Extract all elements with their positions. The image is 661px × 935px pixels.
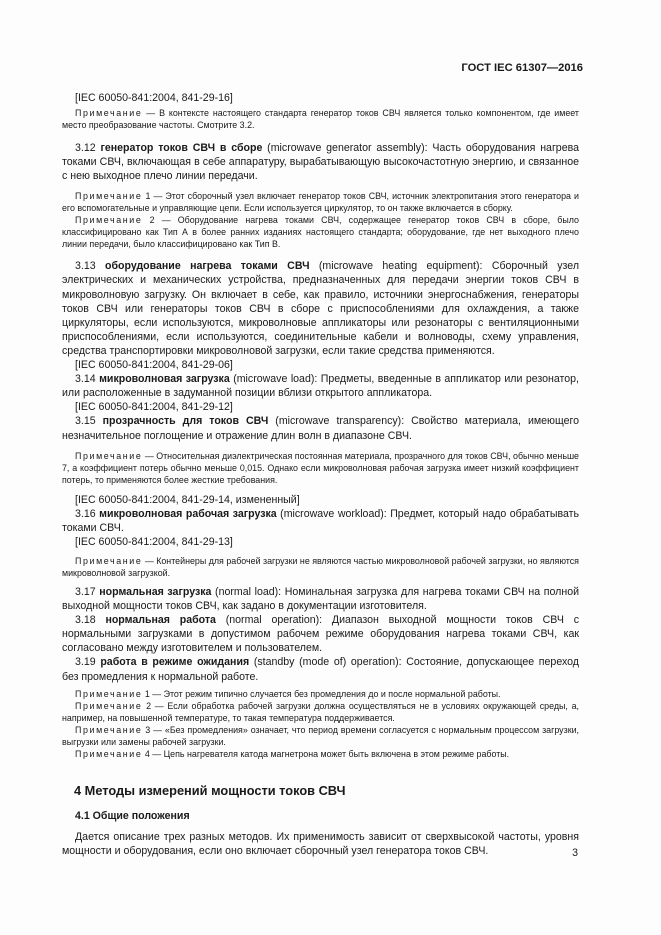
reference-3-16: [IEC 60050-841:2004, 841-29-13] <box>75 535 233 548</box>
term-3-12: генератор токов СВЧ в сборе <box>100 142 263 155</box>
definition-3-16: 3.16 микроволновая рабочая загрузка (microwave workload): Предмет, который надо обрабатывать токами СВЧ. <box>62 507 579 534</box>
definition-3-12: 3.12 генератор токов СВЧ в сборе (microwave generator assembly): Часть оборудования нагрева токами СВЧ, включающая в себе аппаратуру, вырабатывающую высокочастотную энергию, и связанное с нею выходное плечо линии передачи. <box>62 142 579 183</box>
term-3-15: прозрачность для токов СВЧ <box>102 415 269 428</box>
note-3-16: Примечание — Контейнеры для рабочей загрузки не являются частью микроволновой рабочей загрузки, но являются микроволновой загрузкой. <box>62 555 579 578</box>
term-3-19: работа в режиме ожидания <box>100 656 250 669</box>
note-3-12-2: Примечание 2 — Оборудование нагрева токами СВЧ, содержащее генератор токов СВЧ в сборе, было классифицировано как Тип А в более ранних изданиях настоящего стандарта; оборудование, где нет выходного плечо линии передачи, было классифицировано как Тип В. <box>62 215 579 250</box>
reference-3-15: [IEC 60050-841:2004, 841-29-14, измененный] <box>75 493 300 506</box>
note-3-19-3: Примечание 3 — «Без промедления» означает, что период времени согласуется с нормальным процессом загрузки, выгрузки или замены рабочей загрузки. <box>62 724 579 747</box>
note-3-19-2: Примечание 2 — Если обработка рабочей загрузки должна осуществляться не в условиях окружающей среды, а, например, на повышенной температуре, то такая температура поддерживается. <box>62 700 579 723</box>
section-4-heading: 4 Методы измерений мощности токов СВЧ <box>74 782 346 798</box>
definition-3-13: 3.13 оборудование нагрева токами СВЧ (microwave heating equipment): Сборочный узел электрических и механических устройства, предназначенных для передачи энергии токов СВЧ в микроволновую загрузку. Он включает в себе, как правило, источники энергоснабжения, генераторы токов СВЧ или генераторы токов СВЧ в сборе с приспособлениями для охлаждения, а также циркуляторы, если используются, микроволновые аппликаторы или резонаторы с вентиляционными приспособлениями, если используются, соединительные кабели и волноводы, схему управления, средства транспортировки микроволновой загрузки, если такие средства применяются. <box>62 260 580 357</box>
note-3-19-1: Примечание 1 — Этот режим типично случается без промедления до и после нормальной работы. <box>75 688 501 699</box>
note-3-15: Примечание — Относительная диэлектрическая постоянная материала, прозрачного для токов СВЧ, обычно меньше 7, а коэффициент потерь обычно меньше 0,015. Однако если микроволновая рабочая загрузка имеет низкий коэффициент потерь, то применяются более жесткие требования. <box>62 450 579 485</box>
term-3-18: нормальная работа <box>105 614 216 627</box>
note-3-19-4: Примечание 4 — Цепь нагревателя катода магнетрона может быть включена в этом режиме работы. <box>75 748 510 759</box>
term-3-13: оборудование нагрева токами СВЧ <box>105 260 310 273</box>
definition-3-18: 3.18 нормальная работа (normal operation): Диапазон выходной мощности токов СВЧ с нормальными загрузками в допустимом рабочем режиме оборудования нагрева токами СВЧ, как согласовано между изготовителем и пользователем. <box>62 614 579 655</box>
page-number: 3 <box>572 847 578 859</box>
section-4-1-text: Дается описание трех разных методов. Их применимость зависит от сверхвысокой частоты, уровня мощности и оборудования, если оно включает сборочный узел генератора токов СВЧ. <box>62 830 579 857</box>
document-header: ГОСТ IEC 61307—2016 <box>461 62 583 74</box>
term-3-17: нормальная загрузка <box>99 585 212 598</box>
reference-3-14: [IEC 60050-841:2004, 841-29-12] <box>75 401 233 414</box>
reference-3-11: [IEC 60050-841:2004, 841-29-16] <box>75 92 233 104</box>
definition-3-17: 3.17 нормальная загрузка (normal load): Номинальная загрузка для нагрева токами СВЧ на полной выходной мощности токов СВЧ, как задано в документации изготовителя. <box>62 585 579 613</box>
definition-3-14: 3.14 микроволновая загрузка (microwave load): Предметы, введенные в аппликатор или резонатор, или расположенные в задуманной позиции вблизи открытого аппликатора. <box>62 373 580 400</box>
section-4-1-heading: 4.1 Общие положения <box>75 809 190 822</box>
term-3-16: микроволновая рабочая загрузка <box>99 507 277 520</box>
definition-3-15: 3.15 прозрачность для токов СВЧ (microwave transparency): Свойство материала, имеющего незначительное поглощение и отражение длин волн в диапазоне СВЧ. <box>62 415 579 442</box>
note-3-12-1: Примечание 1 — Этот сборочный узел включает генератор токов СВЧ, источник электропитания этого генератора и его вспомогательные и управляющие цепи. Если используется циркулятор, то он также включается в сборку. <box>62 191 579 214</box>
note-3-11: Примечание — В контексте настоящего стандарта генератор токов СВЧ является только компонентом, где имеет место преобразование частоты. Смотрите 3.2. <box>62 108 579 131</box>
reference-3-13: [IEC 60050-841:2004, 841-29-06] <box>75 359 233 372</box>
term-3-14: микроволновая загрузка <box>99 373 230 386</box>
page-content <box>62 91 579 858</box>
definition-3-19: 3.19 работа в режиме ожидания (standby (mode of) operation): Состояние, допускающее переход без промедления к нормальной работе. <box>62 656 579 683</box>
